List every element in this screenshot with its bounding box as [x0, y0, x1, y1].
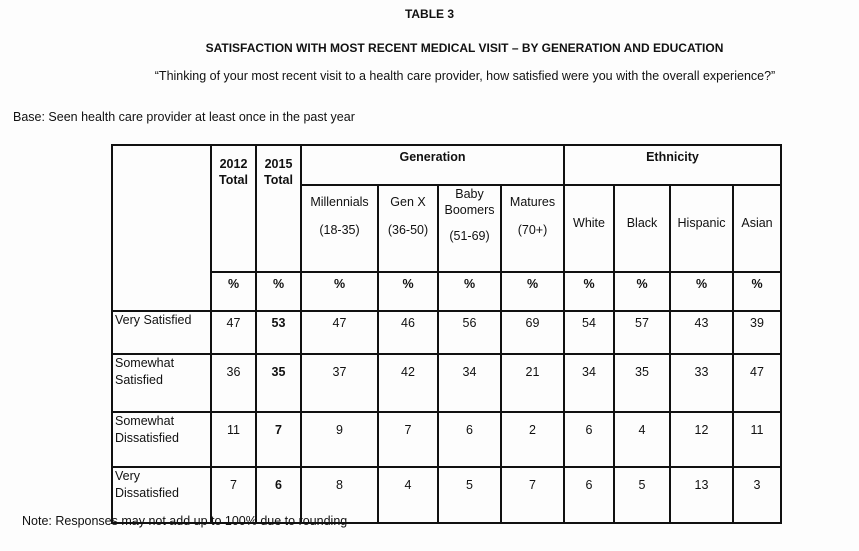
col-black: Black: [614, 185, 670, 272]
row-label: Very Satisfied: [112, 311, 211, 354]
value-cell: 8: [301, 467, 378, 523]
value-cell: 35: [256, 354, 301, 412]
table-title: SATISFACTION WITH MOST RECENT MEDICAL VISIT – BY GENERATION AND EDUCATION: [205, 41, 724, 55]
group-ethnicity: Ethnicity: [564, 145, 781, 185]
value-cell: 47: [211, 311, 256, 354]
base-note: Base: Seen health care provider at least once in the past year: [13, 110, 355, 124]
survey-question: “Thinking of your most recent visit to a health care provider, how satisfied were you with the overall experience?”: [154, 69, 776, 83]
value-cell: 34: [438, 354, 501, 412]
value-cell: 43: [670, 311, 733, 354]
table-number: TABLE 3: [404, 7, 455, 21]
pct-cell: %: [670, 272, 733, 311]
row-label: Somewhat Satisfied: [112, 354, 211, 412]
pct-cell: %: [256, 272, 301, 311]
footnote: Note: Responses may not add up to 100% due to rounding: [22, 514, 348, 528]
pct-cell: %: [614, 272, 670, 311]
col-asian: Asian: [733, 185, 781, 272]
value-cell: 54: [564, 311, 614, 354]
value-cell: 11: [733, 412, 781, 467]
value-cell: 6: [438, 412, 501, 467]
pct-cell: %: [501, 272, 564, 311]
value-cell: 13: [670, 467, 733, 523]
value-cell: 7: [211, 467, 256, 523]
col-genx: Gen X (36-50): [378, 185, 438, 272]
value-cell: 5: [438, 467, 501, 523]
col-2015-total: 2015 Total: [256, 145, 301, 272]
value-cell: 11: [211, 412, 256, 467]
value-cell: 46: [378, 311, 438, 354]
value-cell: 3: [733, 467, 781, 523]
value-cell: 6: [564, 412, 614, 467]
value-cell: 6: [256, 467, 301, 523]
value-cell: 12: [670, 412, 733, 467]
value-cell: 21: [501, 354, 564, 412]
value-cell: 69: [501, 311, 564, 354]
col-hispanic: Hispanic: [670, 185, 733, 272]
value-cell: 34: [564, 354, 614, 412]
value-cell: 56: [438, 311, 501, 354]
row-label: Very Dissatisfied: [112, 467, 211, 523]
table-row: [112, 311, 781, 354]
value-cell: 6: [564, 467, 614, 523]
value-cell: 4: [378, 467, 438, 523]
corner-cell: [112, 145, 211, 311]
pct-cell: %: [733, 272, 781, 311]
value-cell: 53: [256, 311, 301, 354]
satisfaction-table: [111, 144, 782, 524]
value-cell: 7: [501, 467, 564, 523]
value-cell: 9: [301, 412, 378, 467]
value-cell: 7: [378, 412, 438, 467]
value-cell: 37: [301, 354, 378, 412]
col-matures: Matures (70+): [501, 185, 564, 272]
value-cell: 47: [733, 354, 781, 412]
value-cell: 39: [733, 311, 781, 354]
pct-cell: %: [438, 272, 501, 311]
col-white: White: [564, 185, 614, 272]
value-cell: 42: [378, 354, 438, 412]
value-cell: 5: [614, 467, 670, 523]
col-millennials: Millennials (18-35): [301, 185, 378, 272]
value-cell: 35: [614, 354, 670, 412]
value-cell: 4: [614, 412, 670, 467]
value-cell: 7: [256, 412, 301, 467]
table-row: [112, 354, 781, 412]
value-cell: 2: [501, 412, 564, 467]
value-cell: 57: [614, 311, 670, 354]
row-label: Somewhat Dissatisfied: [112, 412, 211, 467]
pct-cell: %: [211, 272, 256, 311]
value-cell: 47: [301, 311, 378, 354]
group-generation: Generation: [301, 145, 564, 185]
table-row: [112, 412, 781, 467]
col-2012-total: 2012 Total: [211, 145, 256, 272]
pct-cell: %: [378, 272, 438, 311]
col-baby-boomers: Baby Boomers (51-69): [438, 185, 501, 272]
pct-cell: %: [564, 272, 614, 311]
value-cell: 33: [670, 354, 733, 412]
percent-row: [112, 272, 781, 311]
pct-cell: %: [301, 272, 378, 311]
value-cell: 36: [211, 354, 256, 412]
